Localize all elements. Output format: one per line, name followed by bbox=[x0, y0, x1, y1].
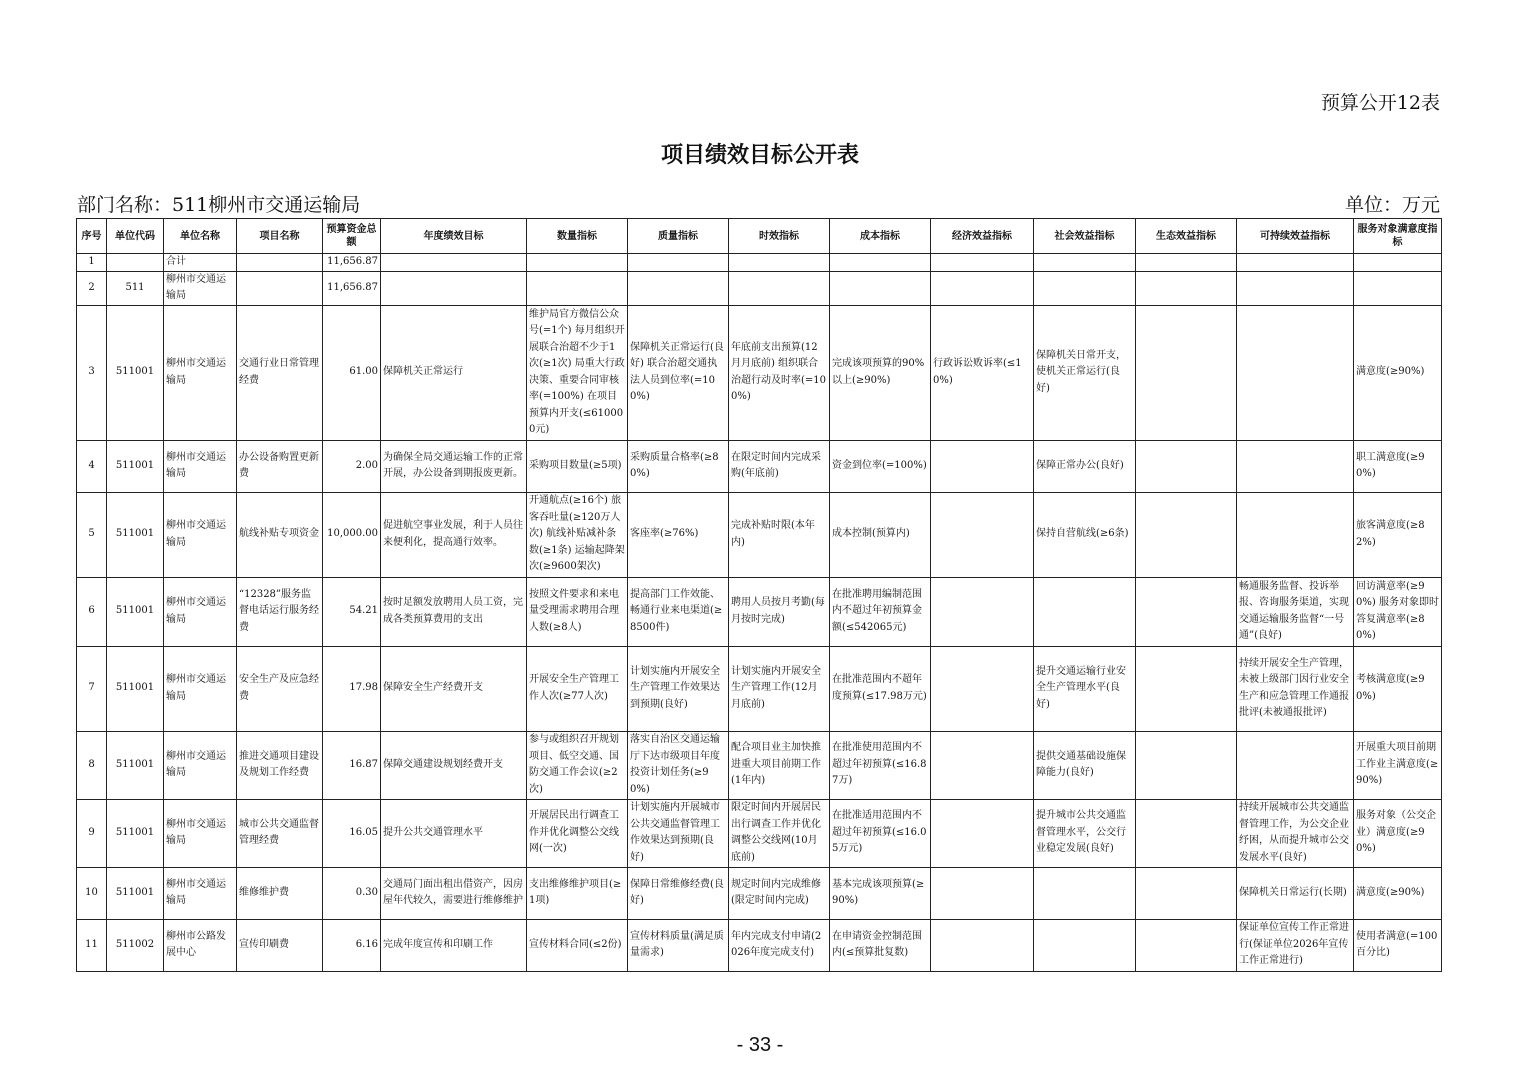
department-name: 部门名称：511柳州市交通运输局 bbox=[77, 194, 361, 216]
cell-quantity: 采购项目数量(≥5项) bbox=[527, 440, 628, 492]
cell-quantity bbox=[527, 271, 628, 305]
cell-quantity: 开展安全生产管理工作人次(≥77人次) bbox=[527, 646, 628, 731]
cell-ecological bbox=[1136, 492, 1237, 577]
cell-seq: 6 bbox=[77, 577, 107, 646]
column-header: 时效指标 bbox=[729, 219, 830, 254]
cell-ecological bbox=[1136, 731, 1237, 799]
table-row bbox=[77, 867, 1442, 919]
cell-social: 保持自营航线(≥6条) bbox=[1034, 492, 1136, 577]
unit-label: 单位：万元 bbox=[1344, 194, 1440, 216]
cell-unit-name: 柳州市交通运输局 bbox=[164, 731, 237, 799]
cell-cost bbox=[830, 254, 931, 272]
column-header: 可持续效益指标 bbox=[1237, 219, 1354, 254]
cell-unit-code: 511001 bbox=[107, 492, 164, 577]
cell-seq: 7 bbox=[77, 646, 107, 731]
column-header: 项目名称 bbox=[237, 219, 323, 254]
cell-satisfaction: 满意度(≥90%) bbox=[1354, 867, 1442, 919]
cell-project-name: 宣传印刷费 bbox=[237, 919, 323, 971]
cell-satisfaction: 满意度(≥90%) bbox=[1354, 305, 1442, 440]
cell-economic bbox=[931, 271, 1034, 305]
cell-economic: 行政诉讼败诉率(≤10%) bbox=[931, 305, 1034, 440]
cell-cost: 完成该项预算的90%以上(≥90%) bbox=[830, 305, 931, 440]
column-header: 序号 bbox=[77, 219, 107, 254]
cell-seq: 1 bbox=[77, 254, 107, 272]
cell-unit-name: 柳州市交通运输局 bbox=[164, 799, 237, 867]
cell-budget: 16.87 bbox=[323, 731, 381, 799]
cell-economic bbox=[931, 577, 1034, 646]
cell-budget: 54.21 bbox=[323, 577, 381, 646]
cell-annual-goal: 保障安全生产经费开支 bbox=[381, 646, 527, 731]
table-row bbox=[77, 254, 1442, 272]
cell-annual-goal bbox=[381, 271, 527, 305]
form-label: 预算公开12表 bbox=[1320, 92, 1440, 114]
cell-unit-name: 柳州市交通运输局 bbox=[164, 577, 237, 646]
cell-unit-code: 511001 bbox=[107, 646, 164, 731]
cell-project-name bbox=[237, 254, 323, 272]
column-header: 生态效益指标 bbox=[1136, 219, 1237, 254]
cell-timeliness: 在限定时间内完成采购(年底前) bbox=[729, 440, 830, 492]
column-header: 年度绩效目标 bbox=[381, 219, 527, 254]
cell-seq: 10 bbox=[77, 867, 107, 919]
cell-sustainable bbox=[1237, 305, 1354, 440]
column-header: 数量指标 bbox=[527, 219, 628, 254]
cell-unit-code: 511001 bbox=[107, 440, 164, 492]
column-header: 单位代码 bbox=[107, 219, 164, 254]
cell-unit-code: 511002 bbox=[107, 919, 164, 971]
cell-seq: 4 bbox=[77, 440, 107, 492]
table-row bbox=[77, 646, 1442, 731]
cell-quantity: 开展居民出行调查工作并优化调整公交线网(一次) bbox=[527, 799, 628, 867]
cell-unit-code: 511001 bbox=[107, 577, 164, 646]
cell-ecological bbox=[1136, 799, 1237, 867]
cell-social: 保障机关日常开支，使机关正常运行(良好) bbox=[1034, 305, 1136, 440]
cell-unit-code: 511001 bbox=[107, 731, 164, 799]
cell-seq: 9 bbox=[77, 799, 107, 867]
cell-quantity: 按照文件要求和来电量受理需求聘用合理人数(≥8人) bbox=[527, 577, 628, 646]
cell-economic bbox=[931, 799, 1034, 867]
cell-unit-code: 511001 bbox=[107, 305, 164, 440]
cell-unit-code: 511001 bbox=[107, 799, 164, 867]
cell-sustainable bbox=[1237, 254, 1354, 272]
cell-timeliness: 完成补贴时限(本年内) bbox=[729, 492, 830, 577]
cell-quality: 计划实施内开展安全生产管理工作效果达到预期(良好) bbox=[628, 646, 729, 731]
cell-budget: 2.00 bbox=[323, 440, 381, 492]
cell-annual-goal: 促进航空事业发展，利于人员往来便利化，提高通行效率。 bbox=[381, 492, 527, 577]
cell-quality: 保障机关正常运行(良好) 联合治超交通执法人员到位率(=100%) bbox=[628, 305, 729, 440]
cell-quality: 采购质量合格率(≥80%) bbox=[628, 440, 729, 492]
cell-social bbox=[1034, 577, 1136, 646]
cell-quality: 落实自治区交通运输厅下达市级项目年度投资计划任务(≥90%) bbox=[628, 731, 729, 799]
cell-timeliness: 配合项目业主加快推进重大项目前期工作(1年内) bbox=[729, 731, 830, 799]
table-row bbox=[77, 799, 1442, 867]
cell-unit-name: 合计 bbox=[164, 254, 237, 272]
cell-sustainable: 持续开展城市公共交通监督管理工作，为公交企业纾困，从而提升城市公交发展水平(良好) bbox=[1237, 799, 1354, 867]
cell-satisfaction: 使用者满意(=100百分比) bbox=[1354, 919, 1442, 971]
cell-unit-name: 柳州市交通运输局 bbox=[164, 646, 237, 731]
cell-unit-code: 511 bbox=[107, 271, 164, 305]
column-header: 预算资金总额 bbox=[323, 219, 381, 254]
column-header: 服务对象满意度指标 bbox=[1354, 219, 1442, 254]
cell-budget: 0.30 bbox=[323, 867, 381, 919]
cell-quantity: 宣传材料合同(≤2份) bbox=[527, 919, 628, 971]
column-header: 社会效益指标 bbox=[1034, 219, 1136, 254]
cell-quantity: 维护局官方微信公众号(=1个) 每月组织开展联合治超不少于1次(≥1次) 局重大行政决策、重要合同审核率(=100%) 在项目预算内开支(≤610000元) bbox=[527, 305, 628, 440]
cell-ecological bbox=[1136, 254, 1237, 272]
cell-unit-name: 柳州市交通运输局 bbox=[164, 867, 237, 919]
cell-annual-goal bbox=[381, 254, 527, 272]
cell-satisfaction: 回访满意率(≥90%) 服务对象即时答复满意率(≥80%) bbox=[1354, 577, 1442, 646]
cell-timeliness: 聘用人员按月考勤(每月按时完成) bbox=[729, 577, 830, 646]
cell-cost: 在批准使用范围内不超过年初预算(≤16.87万) bbox=[830, 731, 931, 799]
cell-annual-goal: 保障交通建设规划经费开支 bbox=[381, 731, 527, 799]
cell-cost: 资金到位率(=100%) bbox=[830, 440, 931, 492]
cell-quality: 提高部门工作效能、畅通行业来电渠道(≥8500件) bbox=[628, 577, 729, 646]
cell-budget: 11,656.87 bbox=[323, 271, 381, 305]
cell-economic bbox=[931, 867, 1034, 919]
cell-sustainable bbox=[1237, 271, 1354, 305]
cell-satisfaction: 旅客满意度(≥82%) bbox=[1354, 492, 1442, 577]
performance-table bbox=[76, 218, 1442, 972]
cell-sustainable: 保障机关日常运行(长期) bbox=[1237, 867, 1354, 919]
cell-project-name: “12328”服务监督电话运行服务经费 bbox=[237, 577, 323, 646]
cell-sustainable: 保证单位宣传工作正常进行(保证单位2026年宣传工作正常进行) bbox=[1237, 919, 1354, 971]
cell-quantity: 开通航点(≥16个) 旅客吞吐量(≥120万人次) 航线补贴减补条数(≥1条) 运输起降架次(≥9600架次) bbox=[527, 492, 628, 577]
cell-cost: 在批准聘用编制范围内不超过年初预算金额(≤542065元) bbox=[830, 577, 931, 646]
column-header: 质量指标 bbox=[628, 219, 729, 254]
cell-unit-name: 柳州市交通运输局 bbox=[164, 440, 237, 492]
cell-timeliness: 规定时间内完成维修(限定时间内完成) bbox=[729, 867, 830, 919]
cell-sustainable bbox=[1237, 440, 1354, 492]
cell-project-name: 城市公共交通监督管理经费 bbox=[237, 799, 323, 867]
cell-annual-goal: 交通局门面出租出借资产，因房屋年代较久，需要进行维修维护 bbox=[381, 867, 527, 919]
cell-social bbox=[1034, 867, 1136, 919]
cell-cost bbox=[830, 271, 931, 305]
cell-unit-name: 柳州市交通运输局 bbox=[164, 492, 237, 577]
cell-satisfaction bbox=[1354, 271, 1442, 305]
cell-quality bbox=[628, 254, 729, 272]
cell-ecological bbox=[1136, 271, 1237, 305]
cell-seq: 8 bbox=[77, 731, 107, 799]
cell-satisfaction: 考核满意度(≥90%) bbox=[1354, 646, 1442, 731]
cell-satisfaction: 职工满意度(≥90%) bbox=[1354, 440, 1442, 492]
table-row bbox=[77, 440, 1442, 492]
cell-social: 提升城市公共交通监督管理水平，公交行业稳定发展(良好) bbox=[1034, 799, 1136, 867]
table-row bbox=[77, 271, 1442, 305]
cell-timeliness bbox=[729, 271, 830, 305]
table-row bbox=[77, 492, 1442, 577]
cell-unit-code bbox=[107, 254, 164, 272]
cell-quantity bbox=[527, 254, 628, 272]
page-number: - 33 - bbox=[736, 1034, 784, 1056]
column-header: 经济效益指标 bbox=[931, 219, 1034, 254]
cell-quality bbox=[628, 271, 729, 305]
cell-project-name: 航线补贴专项资金 bbox=[237, 492, 323, 577]
cell-social: 提升交通运输行业安全生产管理水平(良好) bbox=[1034, 646, 1136, 731]
cell-timeliness: 年底前支出预算(12月月底前) 组织联合治超行动及时率(=100%) bbox=[729, 305, 830, 440]
cell-ecological bbox=[1136, 305, 1237, 440]
cell-quantity: 支出维修维护项目(≥1项) bbox=[527, 867, 628, 919]
table-row bbox=[77, 731, 1442, 799]
cell-satisfaction: 开展重大项目前期工作业主满意度(≥90%) bbox=[1354, 731, 1442, 799]
column-header: 成本指标 bbox=[830, 219, 931, 254]
cell-project-name: 安全生产及应急经费 bbox=[237, 646, 323, 731]
cell-cost: 在申请资金控制范围内(≤预算批复数) bbox=[830, 919, 931, 971]
cell-quality: 宣传材料质量(满足质量需求) bbox=[628, 919, 729, 971]
cell-project-name: 推进交通项目建设及规划工作经费 bbox=[237, 731, 323, 799]
cell-sustainable: 畅通服务监督、投诉举报、咨询服务渠道，实现交通运输服务监督“一号通”(良好) bbox=[1237, 577, 1354, 646]
cell-ecological bbox=[1136, 440, 1237, 492]
cell-seq: 3 bbox=[77, 305, 107, 440]
cell-unit-name: 柳州市交通运输局 bbox=[164, 271, 237, 305]
cell-quality: 客座率(≥76%) bbox=[628, 492, 729, 577]
cell-economic bbox=[931, 440, 1034, 492]
cell-cost: 成本控制(预算内) bbox=[830, 492, 931, 577]
cell-project-name: 交通行业日常管理经费 bbox=[237, 305, 323, 440]
table-row bbox=[77, 577, 1442, 646]
cell-ecological bbox=[1136, 577, 1237, 646]
cell-economic bbox=[931, 492, 1034, 577]
cell-cost: 在批准范围内不超年度预算(≤17.98万元) bbox=[830, 646, 931, 731]
cell-project-name: 维修维护费 bbox=[237, 867, 323, 919]
cell-social bbox=[1034, 271, 1136, 305]
cell-annual-goal: 为确保全局交通运输工作的正常开展，办公设备到期报废更新。 bbox=[381, 440, 527, 492]
cell-cost: 在批准适用范围内不超过年初预算(≤16.05万元) bbox=[830, 799, 931, 867]
cell-budget: 11,656.87 bbox=[323, 254, 381, 272]
cell-cost: 基本完成该项预算(≥90%) bbox=[830, 867, 931, 919]
column-header: 单位名称 bbox=[164, 219, 237, 254]
cell-seq: 5 bbox=[77, 492, 107, 577]
cell-seq: 11 bbox=[77, 919, 107, 971]
cell-satisfaction: 服务对象（公交企业）满意度(≥90%) bbox=[1354, 799, 1442, 867]
cell-ecological bbox=[1136, 646, 1237, 731]
cell-budget: 16.05 bbox=[323, 799, 381, 867]
cell-quantity: 参与或组织召开规划项目、低空交通、国防交通工作会议(≥2次) bbox=[527, 731, 628, 799]
table-row bbox=[77, 305, 1442, 440]
cell-quality: 保障日常维修经费(良好) bbox=[628, 867, 729, 919]
cell-budget: 10,000.00 bbox=[323, 492, 381, 577]
cell-ecological bbox=[1136, 867, 1237, 919]
cell-unit-code: 511001 bbox=[107, 867, 164, 919]
cell-unit-name: 柳州市公路发展中心 bbox=[164, 919, 237, 971]
table-row bbox=[77, 919, 1442, 971]
cell-project-name bbox=[237, 271, 323, 305]
cell-economic bbox=[931, 646, 1034, 731]
cell-annual-goal: 完成年度宣传和印刷工作 bbox=[381, 919, 527, 971]
cell-sustainable bbox=[1237, 492, 1354, 577]
cell-annual-goal: 按时足额发放聘用人员工资，完成各类预算费用的支出 bbox=[381, 577, 527, 646]
cell-social bbox=[1034, 254, 1136, 272]
cell-economic bbox=[931, 254, 1034, 272]
cell-ecological bbox=[1136, 919, 1237, 971]
cell-budget: 6.16 bbox=[323, 919, 381, 971]
header-row bbox=[77, 219, 1442, 254]
cell-timeliness bbox=[729, 254, 830, 272]
cell-quality: 计划实施内开展城市公共交通监督管理工作效果达到预期(良好) bbox=[628, 799, 729, 867]
cell-economic bbox=[931, 731, 1034, 799]
cell-social: 提供交通基础设施保障能力(良好) bbox=[1034, 731, 1136, 799]
cell-sustainable: 持续开展安全生产管理，未被上级部门因行业安全生产和应急管理工作通报批评(未被通报批评) bbox=[1237, 646, 1354, 731]
cell-seq: 2 bbox=[77, 271, 107, 305]
cell-annual-goal: 保障机关正常运行 bbox=[381, 305, 527, 440]
table-body bbox=[77, 254, 1442, 972]
cell-timeliness: 计划实施内开展安全生产管理工作(12月月底前) bbox=[729, 646, 830, 731]
cell-satisfaction bbox=[1354, 254, 1442, 272]
cell-project-name: 办公设备购置更新费 bbox=[237, 440, 323, 492]
cell-unit-name: 柳州市交通运输局 bbox=[164, 305, 237, 440]
cell-timeliness: 限定时间内开展居民出行调查工作并优化调整公交线网(10月底前) bbox=[729, 799, 830, 867]
cell-annual-goal: 提升公共交通管理水平 bbox=[381, 799, 527, 867]
page-title: 项目绩效目标公开表 bbox=[660, 142, 859, 168]
cell-budget: 17.98 bbox=[323, 646, 381, 731]
cell-budget: 61.00 bbox=[323, 305, 381, 440]
cell-sustainable bbox=[1237, 731, 1354, 799]
cell-timeliness: 年内完成支付申请(2026年度完成支付) bbox=[729, 919, 830, 971]
cell-social bbox=[1034, 919, 1136, 971]
cell-social: 保障正常办公(良好) bbox=[1034, 440, 1136, 492]
cell-economic bbox=[931, 919, 1034, 971]
